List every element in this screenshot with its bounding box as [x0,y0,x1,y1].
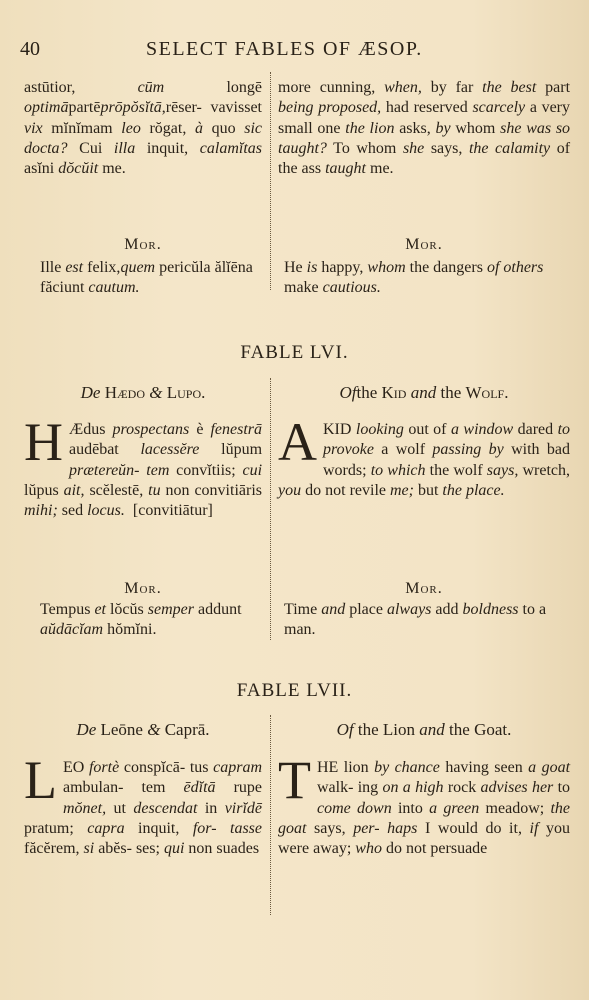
latin-moral-label: Mor. [124,236,162,253]
fable-57-latin-heading: De Leōne & Caprā. [76,720,210,739]
fable-57-title: FABLE LVII. [236,680,353,701]
fable-56-title: FABLE LVI. [240,342,349,363]
english-moral-label: Mor. [405,236,443,253]
drop-cap: H [24,412,63,472]
english-moral-label: Mor. [405,580,443,597]
column-divider [270,72,271,290]
prev-english-moral: He is happy, whom the dangers of others make cautious. [284,259,544,296]
fable-57-latin-text: L EO fortè conspĭcā- tus capram ambulan- tem ēdĭtā rupe mŏnet, ut descendat in virĭdē pratum; capra inquit, for- tasse făcĕrem, si abĕs- ses; qui non suades [24,750,263,858]
fable-56-latin-heading: De Hædo & Lupo. [80,383,206,402]
running-title: SELECT FABLES OF ÆSOP. [146,38,423,60]
fable-56-english-heading: Ofthe Kid and the Wolf. [339,383,509,402]
drop-cap: T [278,750,311,810]
prev-fable-latin-text: astūtior, cūm longē optimāpartēprōpŏsĭtā,rēser- vavisset vix mĭnĭmam leo rŏgat, à quo sic docta? Cui illa inquit, calamĭtas asĭni dŏcŭit me. [24,79,263,178]
prev-latin-moral: Ille est felix,quem pericŭla ălĭēna făciunt cautum. [40,259,253,296]
fable-56-latin-text: H Ædus prospectans è fenestrā audēbat lacessĕre lŭpum prætereŭn- tem convĭtiis; cui lŭpus ait, scĕlestē, tu non convitiāris mihi; sed locus. [convitiātur] [24,412,263,520]
page-header [20,38,567,66]
drop-cap: A [278,412,317,472]
column-divider [270,715,271,915]
page-number: 40 [20,38,40,60]
fable-57-english-heading: Of the Lion and the Goat. [336,720,512,739]
fable-56-latin-moral: Tempus et lŏcŭs semper addunt aŭdācĭam hŏmĭni. [40,601,242,638]
column-divider [270,378,271,640]
fable-56-english-moral: Time and place always add boldness to a man. [284,601,547,638]
fable-56-english-text: A KID looking out of a window dared to provoke a wolf passing by with bad words; to which the wolf says, wretch, you do not revile me; but the place. [278,412,571,499]
fable-57-english-text: T HE lion by chance having seen a goat walk- ing on a high rock advises her to come down into a green meadow; the goat says, per- haps I would do it, if you were away; who do not persuade [278,750,571,858]
prev-fable-english-text: more cunning, when, by far the best part being proposed, had reserved scarcely a very small one the lion asks, by whom she was so taught? To whom she says, the calamity of the ass taught me. [278,79,571,178]
latin-moral-label: Mor. [124,580,162,597]
drop-cap: L [24,750,57,810]
